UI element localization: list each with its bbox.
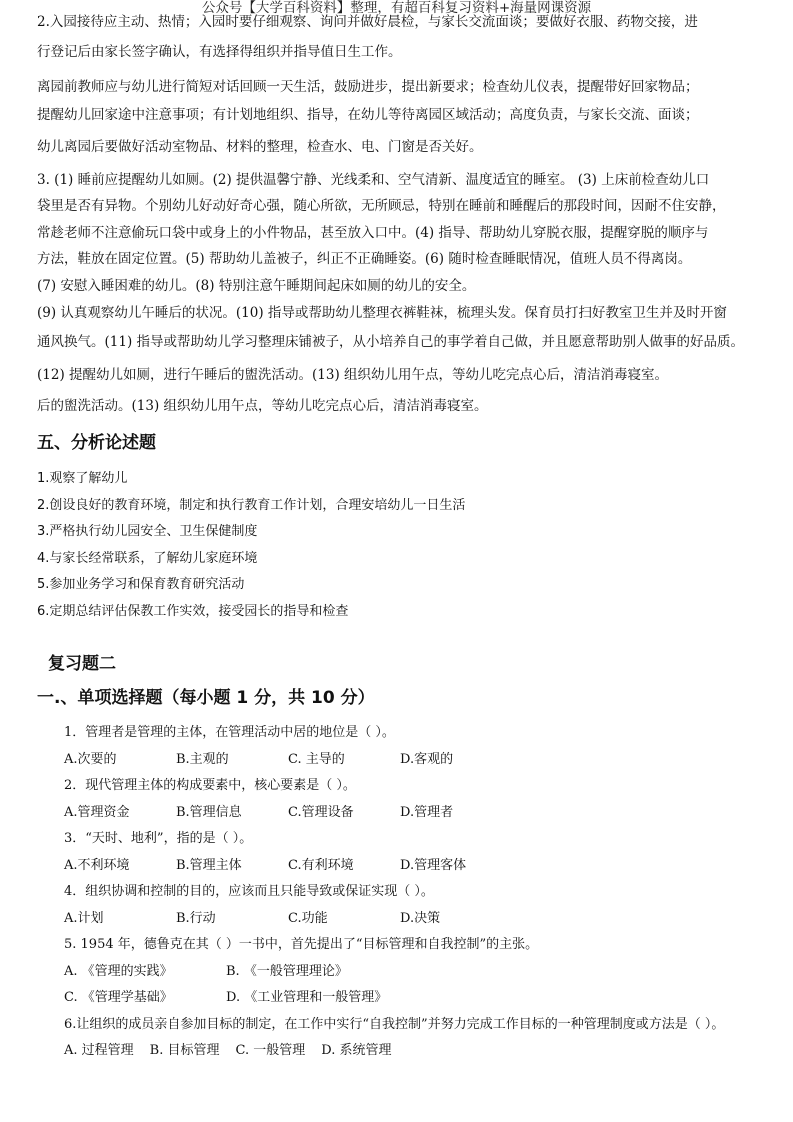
question-options	[37, 906, 761, 933]
paragraph-line: (12) 提醒幼儿如厕，进行午睡后的盥洗活动。(13) 组织幼儿用午点，等幼儿吃完点心后，清洁消毒寝室。	[37, 367, 669, 383]
option: D. 系统管理	[321, 1043, 392, 1058]
question-options	[37, 1038, 761, 1065]
list-item: 2.创设良好的教育环境，制定和执行教育工作计划，合理安培幼儿一日生活	[37, 497, 466, 513]
paragraph-line: 离园前教师应与幼儿进行简短对话回顾一天生活，鼓励进步，提出新要求；检查幼儿仪表，提醒带好回家物品；	[37, 79, 699, 95]
paragraph-line: 2.入园接待应主动、热情；入园时要仔细观察、询问并做好晨检，与家长交流面谈；要做好衣服、药物交接，进	[37, 14, 698, 30]
paragraph-line: 后的盥洗活动。(13) 组织幼儿用午点，等幼儿吃完点心后，清洁消毒寝室。	[37, 398, 488, 414]
paragraph-line: 幼儿离园后要做好活动室物品、材料的整理，检查水、电、门窗是否关好。	[37, 139, 483, 155]
option: A.计划	[64, 910, 104, 926]
option: C.功能	[288, 910, 328, 926]
option: B.主观的	[176, 751, 229, 767]
list-item: 6.定期总结评估保教工作实效，接受园长的指导和检查	[37, 603, 349, 619]
list-item: 5.参加业务学习和保育教育研究活动	[37, 577, 245, 592]
review-title: 复习题二	[48, 654, 116, 674]
section-title: 一.、单项选择题（每小题 1 分，共 10 分）	[37, 688, 375, 708]
paragraph-line: 3. (1) 睡前应提醒幼儿如厕。(2) 提供温馨宁静、光线柔和、空气清新、温度适宜的睡室。 (3) 上床前检查幼儿口	[37, 172, 710, 188]
paragraph-line: 常趁老师不注意偷玩口袋中或身上的小件物品，甚至放入口中。(4) 指导、帮助幼儿穿脱衣服，提醒穿脱的顺序与	[37, 225, 709, 241]
option: C. 一般管理	[235, 1043, 306, 1058]
paragraph-line: (9) 认真观察幼儿午睡后的状况。(10) 指导或帮助幼儿整理衣裤鞋袜，梳理头发。保育员打扫好教室卫生并及时开窗	[37, 305, 727, 321]
option: D.管理者	[400, 804, 454, 820]
option: B. 目标管理	[149, 1043, 220, 1058]
paragraph-line: 行登记后由家长签字确认，有选择得组织并指导值日生工作。	[37, 44, 402, 60]
option: B.管理主体	[176, 857, 242, 873]
option: B. 《一般管理理论》	[226, 963, 348, 979]
option: A. 过程管理	[64, 1043, 134, 1058]
option: C.有利环境	[288, 857, 354, 873]
option: B.管理信息	[176, 804, 242, 820]
question-stem: 4．组织协调和控制的目的，应该而且只能导致或保证实现（ ）。	[64, 884, 434, 899]
list-item: 4.与家长经常联系，了解幼儿家庭环境	[37, 550, 258, 566]
option: A. 《管理的实践》	[64, 963, 173, 979]
list-item: 1.观察了解幼儿	[37, 471, 128, 486]
paragraph-line: 方法，鞋放在固定位置。(5) 帮助幼儿盖被子，纠正不正确睡姿。(6) 随时检查睡眠情况，值班人员不得离岗。	[37, 251, 692, 267]
question-list	[37, 720, 761, 1065]
question-options	[37, 747, 761, 774]
question-options	[37, 800, 761, 827]
option: D.决策	[400, 910, 441, 926]
question-stem: 2．现代管理主体的构成要素中，核心要素是（ ）。	[64, 778, 356, 793]
answer-list	[37, 466, 757, 625]
option: C. 主导的	[288, 751, 345, 767]
option: C. 《管理学基础》	[64, 990, 173, 1005]
question-stem: 3．“天时、地利”，指的是（ ）。	[64, 831, 253, 846]
question-options	[37, 959, 761, 986]
option: A.次要的	[64, 751, 117, 767]
list-item: 3.严格执行幼儿园安全、卫生保健制度	[37, 524, 258, 539]
option: A.不利环境	[64, 857, 130, 873]
option: B.行动	[176, 910, 216, 926]
option: D.管理客体	[400, 857, 467, 873]
paragraph-line: 提醒幼儿回家途中注意事项；有计划地组织、指导，在幼儿等待离园区域活动；高度负责，与家长交流、面谈；	[37, 107, 699, 123]
paragraph-line: 通风换气。(11) 指导或帮助幼儿学习整理床铺被子，从小培养自己的事学着自己做，并且愿意帮助别人做事的好品质。	[37, 334, 745, 350]
option: C.管理设备	[288, 804, 354, 820]
watermark-header: 公众号【大学百科资料】整理，有超百科复习资料+海量网课资源	[201, 0, 592, 16]
option: D. 《工业管理和一般管理》	[226, 990, 388, 1005]
question-options	[37, 985, 761, 1012]
question-stem: 1．管理者是管理的主体，在管理活动中居的地位是（ ）。	[64, 725, 395, 740]
paragraph-line: (7) 安慰入睡困难的幼儿。(8) 特别注意午睡期间起床如厕的幼儿的安全。	[37, 278, 476, 294]
section-title: 五、分析论述题	[37, 433, 156, 453]
paragraph-line: 袋里是否有异物。个别幼儿好动好奇心强，随心所欲，无所顾忌，特别在睡前和睡醒后的那段时间，因耐不住安静，	[37, 198, 726, 214]
question-stem: 5. 1954 年，德鲁克在其（ ）一书中，首先提出了“目标管理和自我控制”的主张。	[64, 937, 539, 952]
option: A.管理资金	[64, 804, 130, 820]
question-options	[37, 853, 761, 880]
question-stem: 6.让组织的成员亲自参加目标的制定，在工作中实行“自我控制”并努力完成工作目标的一种管理制度或方法是（ ）。	[64, 1016, 725, 1032]
option: D.客观的	[400, 751, 454, 767]
